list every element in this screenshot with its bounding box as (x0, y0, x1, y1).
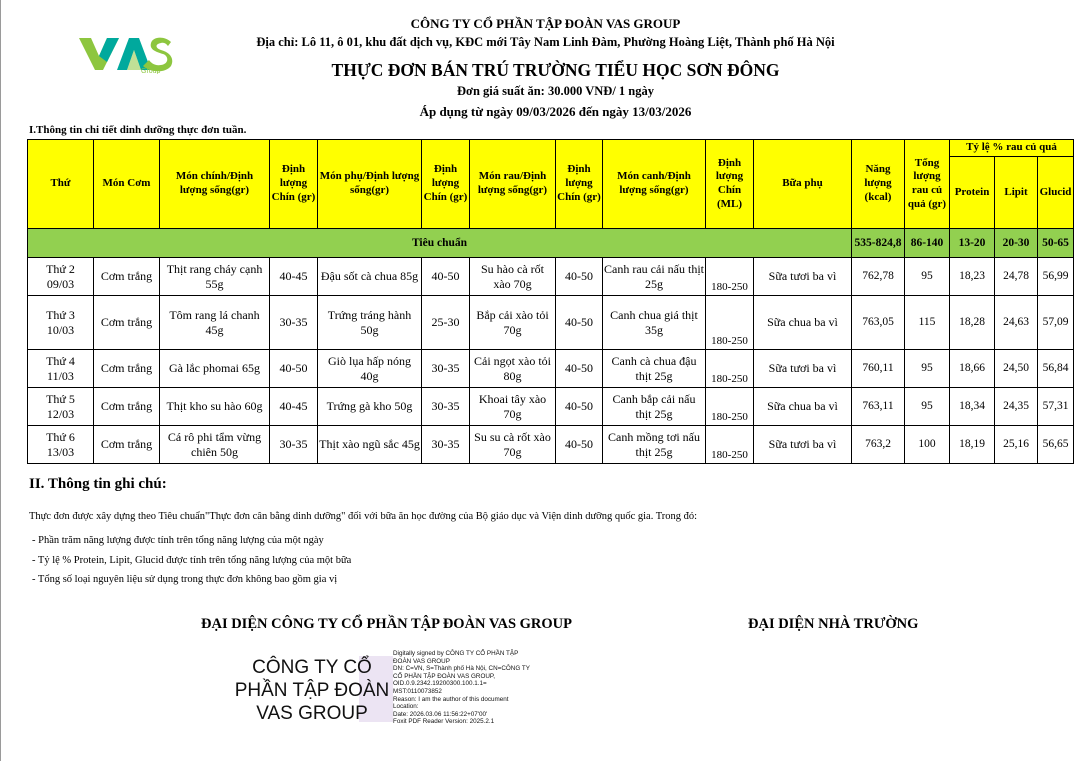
cell-dl3: 40-50 (556, 350, 603, 388)
cell-mon-com: Cơm trắng (94, 388, 160, 426)
cell-thu: Thứ 4 11/03 (28, 350, 94, 388)
cell-mon-canh: Canh rau cải nấu thịt 25g (603, 258, 706, 296)
table-row (28, 350, 1074, 388)
cell-mon-canh: Canh chua giá thịt 35g (603, 296, 706, 350)
cell-rau: 95 (905, 388, 950, 426)
col-bua-phu: Bữa phụ (754, 140, 852, 229)
col-dl-chin-3: Định lượng Chín (gr) (556, 140, 603, 229)
cell-mon-chinh: Gà lắc phomai 65g (160, 350, 270, 388)
cell-protein: 18,19 (950, 426, 995, 464)
logo-sub: Group (141, 68, 161, 74)
table-row (28, 388, 1074, 426)
table-row (28, 426, 1074, 464)
cell-glucid: 56,84 (1038, 350, 1074, 388)
cell-mon-chinh: Thịt kho su hào 60g (160, 388, 270, 426)
cell-lipit: 24,35 (995, 388, 1038, 426)
cell-dl-ml: 180-250 (706, 388, 754, 426)
cell-mon-rau: Su su cà rốt xào 70g (470, 426, 556, 464)
cell-dl3: 40-50 (556, 258, 603, 296)
cell-protein: 18,23 (950, 258, 995, 296)
cell-rau: 95 (905, 350, 950, 388)
table-header-row (28, 140, 1074, 157)
cell-lipit: 24,63 (995, 296, 1038, 350)
cell-thu: Thứ 3 10/03 (28, 296, 94, 350)
cell-mon-rau: Khoai tây xào 70g (470, 388, 556, 426)
cell-bua-phu: Sữa tươi ba vì (754, 426, 852, 464)
cell-mon-canh: Canh bắp cải nấu thịt 25g (603, 388, 706, 426)
col-protein: Protein (950, 157, 995, 229)
table-row (28, 296, 1074, 350)
signature-name: CÔNG TY CỔ PHẦN TẬP ĐOÀN VAS GROUP (234, 657, 390, 724)
cell-mon-com: Cơm trắng (94, 296, 160, 350)
notes-intro: Thực đơn được xây dựng theo Tiêu chuẩn"Thực đơn cân bằng dinh dưỡng" đối với bữa ăn học đường của Bộ giáo dục và Viện dinh dưỡng quốc gia. Trong đó: (29, 511, 698, 522)
cell-bua-phu: Sữa chua ba vì (754, 388, 852, 426)
cell-mon-chinh: Tôm rang lá chanh 45g (160, 296, 270, 350)
cell-kcal: 763,2 (852, 426, 905, 464)
note-item: - Phần trăm năng lượng được tính trên tổng năng lượng của một ngày (32, 535, 324, 546)
cell-dl3: 40-50 (556, 426, 603, 464)
cell-dl2: 30-35 (422, 388, 470, 426)
cell-lipit: 24,50 (995, 350, 1038, 388)
cell-kcal: 760,11 (852, 350, 905, 388)
meal-price: Đơn giá suất ăn: 30.000 VNĐ/ 1 ngày (457, 84, 654, 98)
cell-dl2: 30-35 (422, 350, 470, 388)
section1-title: I.Thông tin chi tiết dinh dưỡng thực đơn tuần. (29, 124, 247, 136)
cell-bua-phu: Sữa tươi ba vì (754, 350, 852, 388)
cell-mon-canh: Canh cà chua đậu thịt 25g (603, 350, 706, 388)
cell-mon-com: Cơm trắng (94, 426, 160, 464)
section2-title: II. Thông tin ghi chú: (29, 476, 167, 492)
cell-mon-canh: Canh mồng tơi nấu thịt 25g (603, 426, 706, 464)
cell-glucid: 56,99 (1038, 258, 1074, 296)
cell-mon-chinh: Thịt rang cháy cạnh 55g (160, 258, 270, 296)
date-range: Áp dụng từ ngày 09/03/2026 đến ngày 13/03/2026 (419, 104, 692, 119)
col-dl-chin-1: Định lượng Chín (gr) (270, 140, 318, 229)
cell-thu: Thứ 5 12/03 (28, 388, 94, 426)
col-thu: Thứ (28, 140, 94, 229)
cell-lipit: 25,16 (995, 426, 1038, 464)
cell-glucid: 56,65 (1038, 426, 1074, 464)
cell-dl1: 30-35 (270, 296, 318, 350)
cell-dl-ml: 180-250 (706, 258, 754, 296)
cell-glucid: 57,31 (1038, 388, 1074, 426)
cell-dl1: 30-35 (270, 426, 318, 464)
note-item: - Tổng số loại nguyên liệu sử dụng trong thực đơn không bao gồm gia vị (32, 574, 338, 585)
col-mon-rau: Món rau/Định lượng sống(gr) (470, 140, 556, 229)
cell-dl-ml: 180-250 (706, 426, 754, 464)
col-mon-phu: Món phụ/Định lượng sống(gr) (318, 140, 422, 229)
cell-dl1: 40-50 (270, 350, 318, 388)
cell-mon-phu: Trứng gà kho 50g (318, 388, 422, 426)
cell-mon-rau: Bắp cải xào tỏi 70g (470, 296, 556, 350)
cell-rau: 100 (905, 426, 950, 464)
cell-thu: Thứ 6 13/03 (28, 426, 94, 464)
cell-kcal: 762,78 (852, 258, 905, 296)
cell-mon-phu: Đậu sốt cà chua 85g (318, 258, 422, 296)
cell-dl-ml: 180-250 (706, 296, 754, 350)
col-nang-luong: Năng lượng (kcal) (852, 140, 905, 229)
table-row (28, 258, 1074, 296)
cell-mon-phu: Thịt xào ngũ sắc 45g (318, 426, 422, 464)
cell-dl3: 40-50 (556, 388, 603, 426)
cell-dl2: 25-30 (422, 296, 470, 350)
cell-dl2: 30-35 (422, 426, 470, 464)
standard-glucid: 50-65 (1038, 229, 1074, 258)
cell-dl1: 40-45 (270, 388, 318, 426)
col-lipit: Lipit (995, 157, 1038, 229)
cell-thu: Thứ 2 09/03 (28, 258, 94, 296)
standard-kcal: 535-824,8 (852, 229, 905, 258)
company-name: CÔNG TY CỔ PHẦN TẬP ĐOÀN VAS GROUP (410, 16, 681, 31)
col-mon-com: Món Cơm (94, 140, 160, 229)
standard-lipit: 20-30 (995, 229, 1038, 258)
cell-lipit: 24,78 (995, 258, 1038, 296)
standard-row (28, 229, 1074, 258)
cell-bua-phu: Sữa tươi ba vì (754, 258, 852, 296)
col-tong-rau: Tổng lượng rau củ quả (gr) (905, 140, 950, 229)
cell-rau: 115 (905, 296, 950, 350)
cell-mon-com: Cơm trắng (94, 258, 160, 296)
cell-dl3: 40-50 (556, 296, 603, 350)
cell-kcal: 763,05 (852, 296, 905, 350)
standard-label: Tiêu chuẩn (28, 229, 852, 258)
cell-protein: 18,66 (950, 350, 995, 388)
cell-mon-rau: Su hào cà rốt xào 70g (470, 258, 556, 296)
col-mon-chinh: Món chính/Định lượng sống(gr) (160, 140, 270, 229)
cell-kcal: 763,11 (852, 388, 905, 426)
col-dl-chin-2: Định lượng Chín (gr) (422, 140, 470, 229)
standard-rau: 86-140 (905, 229, 950, 258)
cell-mon-com: Cơm trắng (94, 350, 160, 388)
note-item: - Tỷ lệ % Protein, Lipit, Glucid được tính trên tổng năng lượng của một bữa (32, 555, 352, 566)
page-title: THỰC ĐƠN BÁN TRÚ TRƯỜNG TIỂU HỌC SƠN ĐÔNG (331, 60, 780, 80)
cell-protein: 18,28 (950, 296, 995, 350)
col-dl-chin-ml: Định lượng Chín (ML) (706, 140, 754, 229)
company-address: Địa chỉ: Lô 11, ô 01, khu đất dịch vụ, KĐC mới Tây Nam Linh Đàm, Phường Hoàng Liệt, Thành phố Hà Nội (256, 35, 835, 49)
cell-glucid: 57,09 (1038, 296, 1074, 350)
cell-dl-ml: 180-250 (706, 350, 754, 388)
company-representative: ĐẠI DIỆN CÔNG TY CỔ PHẦN TẬP ĐOÀN VAS GROUP (201, 616, 573, 632)
col-ty-le: Tỷ lệ % rau củ quả (950, 140, 1074, 157)
signature-details: Digitally signed by CÔNG TY CỔ PHẦN TẬP ĐOÀN VAS GROUP DN: C=VN, S=Thành phố Hà Nội, CN=CÔNG TY CỔ PHẦN TẬP ĐOÀN VAS GROUP, OID.0.9.2342.19200300.100.1.1= MST:0110073852 Reason: I am the author of this document Location: Date: 2026.03.06 11:56:22+07'00' Foxit PDF Reader Version: 2025.2.1 (393, 650, 530, 726)
menu-table (27, 139, 1074, 464)
cell-mon-rau: Cải ngọt xào tỏi 80g (470, 350, 556, 388)
school-representative: ĐẠI DIỆN NHÀ TRƯỜNG (748, 616, 919, 632)
col-glucid: Glucid (1038, 157, 1074, 229)
cell-mon-chinh: Cá rô phi tẩm vừng chiên 50g (160, 426, 270, 464)
standard-protein: 13-20 (950, 229, 995, 258)
cell-mon-phu: Trứng tráng hành 50g (318, 296, 422, 350)
col-mon-canh: Món canh/Định lượng sống(gr) (603, 140, 706, 229)
cell-dl1: 40-45 (270, 258, 318, 296)
cell-protein: 18,34 (950, 388, 995, 426)
cell-mon-phu: Giò lụa hấp nóng 40g (318, 350, 422, 388)
cell-bua-phu: Sữa chua ba vì (754, 296, 852, 350)
cell-dl2: 40-50 (422, 258, 470, 296)
cell-rau: 95 (905, 258, 950, 296)
